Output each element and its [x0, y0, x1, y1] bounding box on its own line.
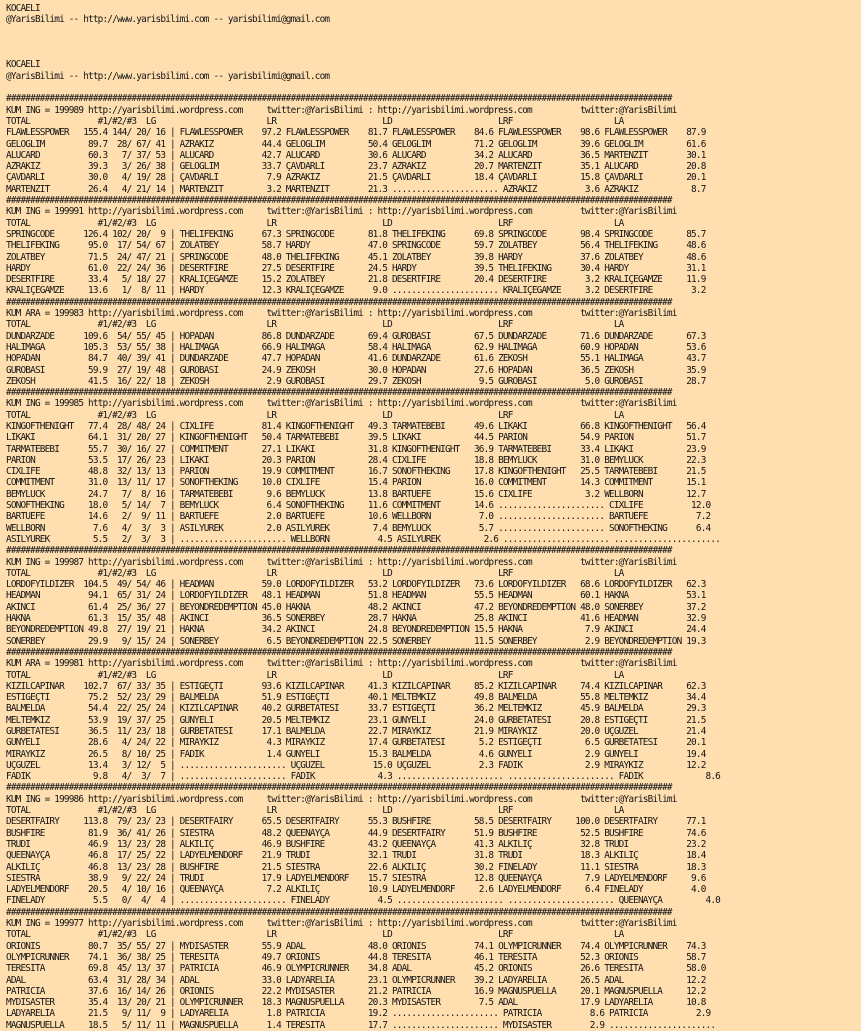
text-line: TOTAL #1/#2/#3 LG LR LD LRF LA: [6, 669, 624, 681]
text-line: GELOGLIM 89.7 28/ 67/ 41 | AZRAKIZ 44.4 GELOGLIM 50.4 GELOGLIM 71.2 GELOGLIM 39.6 GELOGLIM 61.6: [6, 138, 706, 150]
text-line: HEADMAN 94.1 65/ 31/ 24 | LORDOFYILDIZER 48.1 HEADMAN 51.8 HEADMAN 55.5 HEADMAN 60.1 HAKNA 53.1: [6, 590, 706, 602]
text-line: DÜNDARZADE 109.6 54/ 55/ 45 | HOPADAN 86.8 DÜNDARZADE 69.4 GÜROBASI 67.5 DÜNDARZADE 71.6 DÜNDARZADE 67.3: [6, 330, 706, 342]
text-line: AKINCI 61.4 25/ 36/ 27 | BEYONDREDEMPTION 45.0 HAKNA 48.2 AKINCI 47.2 BEYONDREDEMPTION 48.0 SONERBEY 37.2: [6, 601, 706, 613]
text-line: KIZILCAPINAR 102.7 67/ 33/ 35 | ESTIGEÇTI 93.6 KIZILCAPINAR 41.3 KIZILCAPINAR 85.2 KIZILCAPINAR 74.4 KIZILCAPINAR 62.3: [6, 680, 706, 692]
text-line: ÇAVDARLI 30.0 4/ 19/ 28 | ÇAVDARLI 7.9 AZRAKIZ 21.5 ÇAVDARLI 18.4 ÇAVDARLI 15.8 ÇAVDARLI 20.1: [6, 172, 706, 184]
text-line: LADYARELIA 21.5 9/ 11/ 9 | LADYARELIA 1.8 PATRICIA 19.2 ...................... PATRICIA 8.6 PATRICIA 2.9: [6, 1008, 711, 1020]
text-line: LADYELMENDORF 20.5 4/ 10/ 16 | QUEENAYÇA 7.2 ALKILIÇ 10.9 LADYELMENDORF 2.6 LADYELMENDORF 6.4 FINELADY 4.0: [6, 884, 706, 896]
text-line: KRALIÇEGAMZE 13.6 1/ 8/ 11 | HARDY 12.3 KRALIÇEGAMZE 9.0 ...................... KRALIÇEGAMZE 3.2 DESERTFIRE 3.2: [6, 285, 706, 297]
text-line: QUEENAYÇA 46.8 17/ 25/ 22 | LADYELMENDORF 21.9 TRUDI 32.1 TRUDI 31.8 TRUDI 18.3 ALKILIÇ 18.4: [6, 850, 706, 862]
text-line: ZEKOSH 41.5 16/ 22/ 18 | ZEKOSH 2.9 GÜROBASI 29.7 ZEKOSH 9.5 GÜROBASI 5.0 GÜROBASI 28.7: [6, 375, 706, 387]
text-line: TOTAL #1/#2/#3 LG LR LD LRF LA: [6, 319, 624, 331]
text-line: AZRAKIZ 39.3 3/ 26/ 38 | GELOGLIM 33.7 ÇAVDARLI 23.7 AZRAKIZ 20.7 MARTENZIT 35.1 ALUCARD 20.8: [6, 161, 706, 173]
text-line: MAGNUSPUELLA 18.5 5/ 11/ 11 | MAGNUSPUELLA 1.4 TERESITA 17.7 ...................... MYDISASTER 2.9 ......................: [6, 1019, 716, 1031]
text-line: ALKILIÇ 46.8 13/ 23/ 28 | BUSHFIRE 21.5 SIESTRA 22.6 ALKILIÇ 30.2 FINELADY 11.1 SIESTRA 18.3: [6, 861, 706, 873]
text-line: MIRAYKIZ 26.5 8/ 10/ 25 | FADIK 1.4 GÜNYELI 15.3 BALMELDA 4.6 GÜNYELI 2.9 GÜNYELI 19.4: [6, 748, 706, 760]
text-line: TARMATEBEBI 55.7 30/ 16/ 27 | COMMITMENT 27.1 LIKAKI 31.8 KINGOFTHENIGHT 36.9 TARMATEBEBI 33.4 LIKAKI 23.9: [6, 443, 706, 455]
text-line: KUM ARA = 199983 http://yarisbilimi.wordpress.com twitter:@YarisBilimi : http://yarisbilimi.wordpress.com twitter:@YarisBilimi: [6, 308, 677, 320]
text-line: TOTAL #1/#2/#3 LG LR LD LRF LA: [6, 217, 624, 229]
text-line: BARTUEFE 14.6 2/ 9/ 11 | BARTUEFE 2.0 BARTUEFE 10.6 WELLBORN 7.0 ...................... BARTUEFE 7.2: [6, 511, 711, 523]
text-line: KUM ING = 199991 http://yarisbilimi.wordpress.com twitter:@YarisBilimi : http://yarisbilimi.wordpress.com twitter:@YarisBilimi: [6, 206, 677, 218]
text-line: KUM ING = 199987 http://yarisbilimi.wordpress.com twitter:@YarisBilimi : http://yarisbilimi.wordpress.com twitter:@YarisBilimi: [6, 556, 677, 568]
text-line: GURBETATESI 36.5 11/ 23/ 18 | GURBETATESI 17.1 BALMELDA 22.7 MIRAYKIZ 21.9 MIRAYKIZ 20.0 ÜÇGÜZEL 21.4: [6, 726, 706, 737]
text-line: KUM ING = 199986 http://yarisbilimi.wordpress.com twitter:@YarisBilimi : http://yarisbilimi.wordpress.com twitter:@YarisBilimi: [6, 793, 677, 805]
text-line: BUSHFIRE 81.9 36/ 41/ 26 | SIESTRA 48.2 QUEENAYÇA 44.9 DESERTFAIRY 51.9 BUSHFIRE 52.5 BUSHFIRE 74.6: [6, 827, 706, 839]
text-line: OLYMPICRUNNER 74.1 36/ 38/ 25 | TERESITA 49.7 ORIONIS 44.8 TERESITA 46.1 TERESITA 52.3 ORIONIS 58.7: [6, 951, 706, 963]
blank-line: [6, 48, 861, 59]
separator-line: ##########################################################################################################################################: [6, 296, 672, 308]
text-line: SONERBEY 29.9 9/ 15/ 24 | SONERBEY 6.5 BEYONDREDEMPTION 22.5 SONERBEY 11.5 SONERBEY 2.9 BEYONDREDEMPTION 19.3: [6, 635, 706, 647]
blank-line: [6, 26, 861, 37]
text-line: KINGOFTHENIGHT 77.4 28/ 48/ 24 | CIXLIFE 81.4 KINGOFTHENIGHT 49.3 TARMATEBEBI 49.6 LIKAKI 66.8 KINGOFTHENIGHT 56.4: [6, 420, 706, 432]
text-line: SPRINGCODE 126.4 102/ 20/ 9 | THELIFEKING 67.3 SPRINGCODE 81.8 THELIFEKING 69.8 SPRINGCODE 98.4 SPRINGCODE 85.7: [6, 228, 706, 240]
text-line: TOTAL #1/#2/#3 LG LR LD LRF LA: [6, 929, 624, 941]
text-line: GÜNYELI 28.6 4/ 24/ 22 | MIRAYKIZ 4.3 MIRAYKIZ 17.4 GURBETATESI 5.2 ESTIGEÇTI 6.5 GURBETATESI 20.1: [6, 737, 706, 749]
separator-line: ##########################################################################################################################################: [6, 195, 672, 207]
text-line: TOTAL #1/#2/#3 LG LR LD LRF LA: [6, 115, 624, 127]
text-line: BALMELDA 54.4 22/ 25/ 24 | KIZILCAPINAR 40.2 GURBETATESI 33.7 ESTIGEÇTI 36.2 MELTEMKIZ 45.9 BALMELDA 29.3: [6, 703, 706, 715]
text-line: DESERTFIRE 33.4 5/ 18/ 27 | KRALIÇEGAMZE 15.2 ZOLATBEY 21.8 DESERTFIRE 20.4 DESERTFIRE 3.2 KRALIÇEGAMZE 11.9: [6, 274, 706, 286]
text-line: SONOFTHEKING 18.0 5/ 14/ 7 | BEMYLUCK 6.4 SONOFTHEKING 11.6 COMMITMENT 14.6 ...................... CIXLIFE 12.0: [6, 500, 711, 512]
text-line: PATRICIA 37.6 16/ 14/ 26 | ORIONIS 22.2 MYDISASTER 21.2 PATRICIA 16.9 MAGNUSPUELLA 20.1 MAGNUSPUELLA 12.2: [6, 985, 706, 997]
separator-line: ##########################################################################################################################################: [6, 906, 672, 918]
text-line: KUM ING = 199985 http://yarisbilimi.wordpress.com twitter:@YarisBilimi : http://yarisbilimi.wordpress.com twitter:@YarisBilimi: [6, 398, 677, 410]
separator-line: ##########################################################################################################################################: [6, 545, 672, 557]
separator-line: ##########################################################################################################################################: [6, 387, 672, 399]
text-line: ÜÇGÜZEL 13.4 3/ 12/ 5 | ...................... ÜÇGÜZEL 15.0 ÜÇGÜZEL 2.3 FADIK 2.9 MIRAYKIZ 12.2: [6, 759, 706, 771]
separator-line: ##########################################################################################################################################: [6, 93, 672, 105]
text-line: LIKAKI 64.1 31/ 20/ 27 | KINGOFTHENIGHT 50.4 TARMATEBEBI 39.5 LIKAKI 44.5 PARION 54.9 PARION 51.7: [6, 432, 706, 444]
text-line: MARTENZIT 26.4 4/ 21/ 14 | MARTENZIT 3.2 MARTENZIT 21.3 ...................... AZRAKIZ 3.6 AZRAKIZ 8.7: [6, 183, 706, 195]
text-line: FLAWLESSPOWER 155.4 144/ 20/ 16 | FLAWLESSPOWER 97.2 FLAWLESSPOWER 81.7 FLAWLESSPOWER 84.6 FLAWLESSPOWER 98.6 FLAWLESSPOWER 87.9: [6, 127, 706, 139]
text-line: @YarisBilimi -- http://www.yarisbilimi.com -- yarisbilimi@gmail.com: [6, 70, 330, 82]
text-line: ESTIGEÇTI 75.2 52/ 23/ 29 | BALMELDA 51.9 ESTIGEÇTI 40.1 MELTEMKIZ 49.8 BALMELDA 55.8 MELTEMKIZ 34.4: [6, 692, 706, 704]
text-line: HALIMAGA 105.3 53/ 55/ 38 | HALIMAGA 66.9 HALIMAGA 58.4 HALIMAGA 62.9 HALIMAGA 60.9 HOPADAN 53.6: [6, 341, 706, 353]
text-line: LORDOFYILDIZER 104.5 49/ 54/ 46 | HEADMAN 59.0 LORDOFYILDIZER 53.2 LORDOFYILDIZER 73.6 LORDOFYILDIZER 68.6 LORDOFYILDIZER 62.3: [6, 579, 706, 591]
text-line: KOCAELI: [6, 3, 40, 14]
text-line: WELLBORN 7.6 4/ 3/ 3 | ASILYÜREK 2.0 ASILYÜREK 7.4 BEMYLUCK 5.7 ...................... SONOFTHEKING 6.4: [6, 522, 711, 534]
blank-line: [6, 37, 861, 48]
text-line: SIESTRA 38.9 9/ 22/ 24 | TRUDI 17.9 LADYELMENDORF 15.7 SIESTRA 12.8 QUEENAYÇA 7.9 LADYELMENDORF 9.6: [6, 872, 706, 884]
text-line: CIXLIFE 48.8 32/ 13/ 13 | PARION 19.9 COMMITMENT 16.7 SONOFTHEKING 17.8 KINGOFTHENIGHT 25.5 TARMATEBEBI 21.5: [6, 466, 706, 478]
text-line: FINELADY 5.5 0/ 4/ 4 | ...................... FINELADY 4.5 ...................... ...................... QUEENAYÇA 4.0: [6, 895, 720, 907]
text-line: ALUCARD 60.3 7/ 37/ 53 | ALUCARD 42.7 ALUCARD 30.6 ALUCARD 34.2 ALUCARD 36.5 MARTENZIT 30.1: [6, 149, 706, 161]
text-line: DESERTFAIRY 113.8 79/ 23/ 23 | DESERTFAIRY 65.5 DESERTFAIRY 55.3 BUSHFIRE 58.5 DESERTFAIRY 100.0 DESERTFAIRY 77.1: [6, 816, 706, 828]
text-line: HAKNA 61.3 15/ 35/ 48 | AKINCI 36.5 SONERBEY 28.7 HAKNA 25.8 AKINCI 41.6 HEADMAN 32.9: [6, 613, 706, 625]
text-line: TRUDI 46.9 13/ 23/ 28 | ALKILIÇ 46.9 BUSHFIRE 43.2 QUEENAYÇA 41.3 ALKILIÇ 32.8 TRUDI 23.2: [6, 838, 706, 850]
blank-line: [6, 82, 861, 93]
text-line: TERESITA 69.8 45/ 13/ 37 | PATRICIA 46.9 OLYMPICRUNNER 34.8 ADAL 45.2 ORIONIS 26.6 TERESITA 58.0: [6, 963, 706, 975]
text-line: COMMITMENT 31.0 13/ 11/ 17 | SONOFTHEKING 10.0 CIXLIFE 15.4 PARION 16.0 COMMITMENT 14.3 COMMITMENT 15.1: [6, 477, 706, 489]
text-line: TOTAL #1/#2/#3 LG LR LD LRF LA: [6, 409, 624, 421]
text-line: THELIFEKING 95.0 17/ 54/ 67 | ZOLATBEY 58.7 HARDY 47.0 SPRINGCODE 59.7 ZOLATBEY 56.4 THELIFEKING 48.6: [6, 240, 706, 252]
text-line: BEYONDREDEMPTION 49.8 27/ 19/ 21 | HAKNA 34.2 AKINCI 24.8 BEYONDREDEMPTION 15.5 HAKNA 7.9 AKINCI 24.4: [6, 624, 706, 636]
text-line: ASILYÜREK 5.5 2/ 3/ 3 | ...................... WELLBORN 4.5 ASILYÜREK 2.6 ...................... ......................: [6, 533, 720, 545]
text-line: PARION 53.5 17/ 26/ 23 | LIKAKI 20.3 PARION 28.4 CIXLIFE 18.8 BEMYLUCK 31.0 BEMYLUCK 22.3: [6, 454, 706, 466]
text-line: GÜROBASI 59.9 27/ 19/ 48 | GÜROBASI 24.9 ZEKOSH 30.0 HOPADAN 27.6 HOPADAN 36.5 ZEKOSH 35.9: [6, 364, 706, 376]
text-line: TOTAL #1/#2/#3 LG LR LD LRF LA: [6, 805, 624, 817]
text-line: HOPADAN 84.7 40/ 39/ 41 | DÜNDARZADE 47.7 HOPADAN 41.6 DÜNDARZADE 61.6 ZEKOSH 55.1 HALIMAGA 43.7: [6, 353, 706, 365]
text-line: ADAL 63.4 31/ 28/ 34 | ADAL 33.0 LADYARELIA 23.1 OLYMPICRUNNER 39.2 LADYARELIA 26.5 ADAL 12.2: [6, 974, 706, 986]
text-line: ZOLATBEY 71.5 24/ 47/ 21 | SPRINGCODE 48.0 THELIFEKING 45.1 ZOLATBEY 39.8 HARDY 37.6 ZOLATBEY 48.6: [6, 251, 706, 263]
text-line: FADIK 9.8 4/ 3/ 7 | ...................... FADIK 4.3 ...................... ...................... FADIK 8.6: [6, 771, 720, 783]
separator-line: ##########################################################################################################################################: [6, 782, 672, 794]
text-line: @YarisBilimi -- http://www.yarisbilimi.com -- yarisbilimi@gmail.com: [6, 14, 330, 26]
text-line: KUM ING = 199989 http://yarisbilimi.wordpress.com twitter:@YarisBilimi : http://yarisbilimi.wordpress.com twitter:@YarisBilimi: [6, 104, 677, 116]
separator-line: ##########################################################################################################################################: [6, 646, 672, 658]
text-line: MYDISASTER 35.4 13/ 20/ 21 | OLYMPICRUNNER 18.3 MAGNUSPUELLA 20.3 MYDISASTER 7.5 ADAL 17.9 LADYARELIA 10.8: [6, 997, 706, 1009]
text-line: BEMYLUCK 24.7 7/ 8/ 16 | TARMATEBEBI 9.6 BEMYLUCK 13.8 BARTUEFE 15.6 CIXLIFE 3.2 WELLBORN 12.7: [6, 488, 706, 500]
text-line: ORIONIS 80.7 35/ 55/ 27 | MYDISASTER 55.9 ADAL 48.0 ORIONIS 74.1 OLYMPICRUNNER 74.4 OLYMPICRUNNER 74.3: [6, 940, 706, 952]
text-line: HARDY 61.0 22/ 24/ 36 | DESERTFIRE 27.5 DESERTFIRE 24.5 HARDY 39.5 THELIFEKING 30.4 HARDY 31.1: [6, 262, 706, 274]
text-line: KUM ING = 199977 http://yarisbilimi.wordpress.com twitter:@YarisBilimi : http://yarisbilimi.wordpress.com twitter:@YarisBilimi: [6, 918, 677, 930]
text-line: MELTEMKIZ 53.9 19/ 37/ 25 | GÜNYELI 20.5 MELTEMKIZ 23.1 GÜNYELI 24.0 GURBETATESI 20.8 ESTIGEÇTI 21.5: [6, 714, 706, 726]
text-line: TOTAL #1/#2/#3 LG LR LD LRF LA: [6, 567, 624, 579]
text-line: KUM ARA = 199981 http://yarisbilimi.wordpress.com twitter:@YarisBilimi : http://yarisbilimi.wordpress.com twitter:@YarisBilimi: [6, 658, 677, 670]
text-line: KOCAELI: [6, 59, 40, 71]
